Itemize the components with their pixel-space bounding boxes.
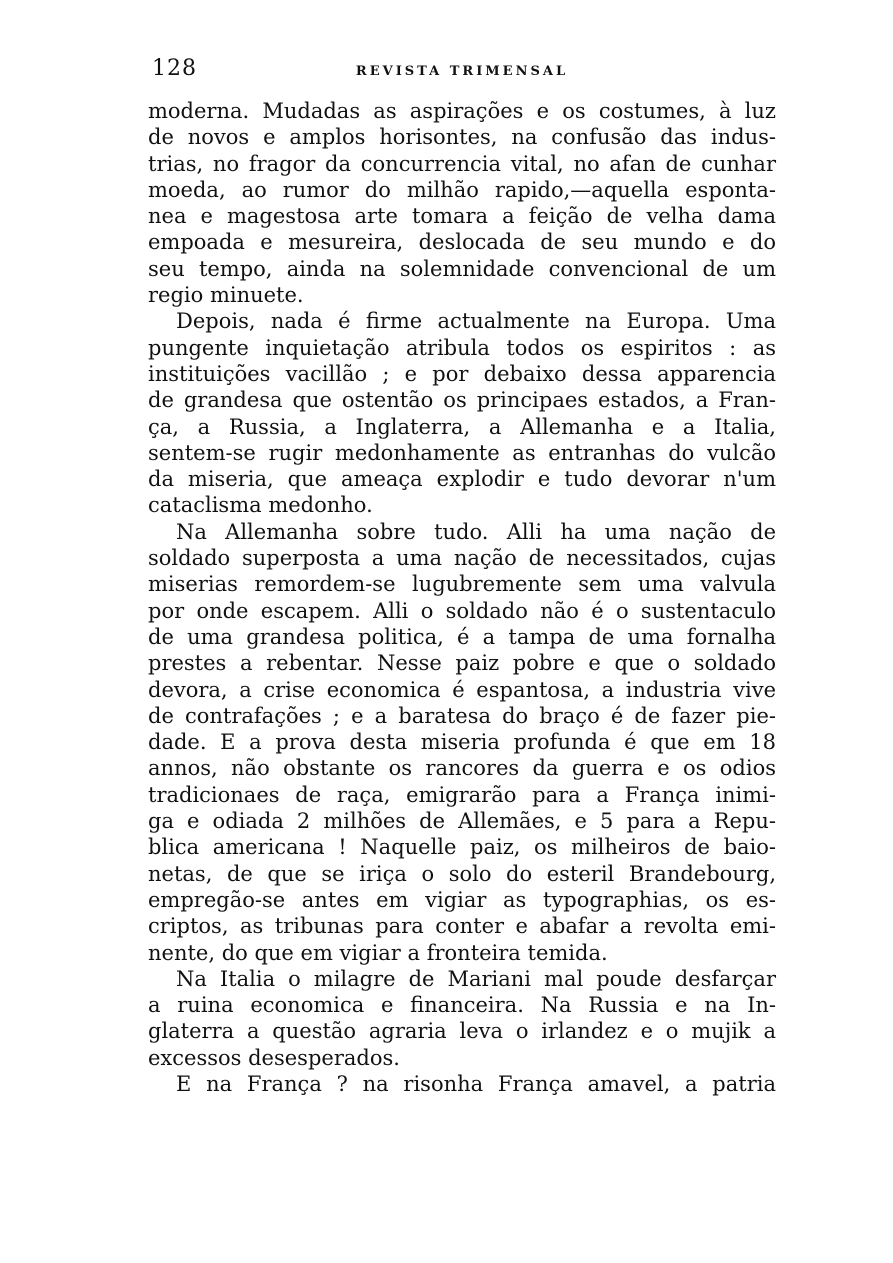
text-line: empoada e mesureira, deslocada de seu mundo e do xyxy=(148,230,776,255)
text-line: glaterra a questão agraria leva o irlandez e o mujik a xyxy=(148,1019,776,1044)
text-line: por onde escapem. Alli o soldado não é o sustentaculo xyxy=(148,598,776,623)
page-number: 128 xyxy=(152,56,197,81)
text-line: regio minuete. xyxy=(148,283,304,308)
text-line: de novos e amplos horisontes, na confusão das indus- xyxy=(148,125,776,150)
text-line: seu tempo, ainda na solemnidade convencional de um xyxy=(148,256,776,281)
text-line: moeda, ao rumor do milhão rapido,—aquella esponta- xyxy=(148,177,776,202)
text-line: Na Allemanha sobre tudo. Alli ha uma nação de xyxy=(176,519,776,544)
paragraph xyxy=(148,1071,776,1097)
text-line: de grandesa que ostentão os principaes estados, a Fran- xyxy=(148,388,776,413)
text-line: blica americana ! Naquelle paiz, os milheiros de baio- xyxy=(148,835,776,860)
text-line: devora, a crise economica é espantosa, a industria vive xyxy=(148,677,776,702)
text-line: pungente inquietação atribula todos os espiritos : as xyxy=(148,335,776,360)
book-page xyxy=(148,56,776,1097)
paragraph xyxy=(148,966,776,1071)
text-line: da miseria, que ameaça explodir e tudo devorar n'um xyxy=(148,467,776,492)
text-line: trias, no fragor da concurrencia vital, no afan de cunhar xyxy=(148,151,776,176)
text-line: ça, a Russia, a Inglaterra, a Allemanha e a Italia, xyxy=(148,414,776,439)
text-line: Na Italia o milagre de Mariani mal poude desfarçar xyxy=(176,966,776,991)
text-line: excessos desesperados. xyxy=(148,1045,400,1070)
text-line: nea e magestosa arte tomara a feição de velha dama xyxy=(148,204,776,229)
body-text xyxy=(148,98,776,1097)
journal-title: REVISTA TRIMENSAL xyxy=(355,64,569,79)
text-line: miserias remordem-se lugubremente sem uma valvula xyxy=(148,572,776,597)
text-line: dade. E a prova desta miseria profunda é que em 18 xyxy=(148,730,776,755)
text-line: moderna. Mudadas as aspirações e os costumes, à luz xyxy=(148,99,776,123)
paragraph xyxy=(148,519,776,966)
text-line: E na França ? na risonha França amavel, a patria xyxy=(176,1071,776,1096)
paragraph xyxy=(148,98,776,308)
text-line: a ruina economica e financeira. Na Russia e na In- xyxy=(148,993,776,1018)
text-line: Depois, nada é firme actualmente na Europa. Uma xyxy=(176,309,776,334)
text-line: tradicionaes de raça, emigrarão para a França inimi- xyxy=(148,782,776,807)
text-line: de contrafações ; e a baratesa do braço é de fazer pie- xyxy=(148,703,776,728)
text-line: criptos, as tribunas para conter e abafar a revolta emi- xyxy=(148,914,776,939)
text-line: prestes a rebentar. Nesse paiz pobre e que o soldado xyxy=(148,651,776,676)
text-line: empregão-se antes em vigiar as typographias, os es- xyxy=(148,887,776,912)
text-line: de uma grandesa politica, é a tampa de uma fornalha xyxy=(148,624,776,649)
text-line: sentem-se rugir medonhamente as entranhas do vulcão xyxy=(148,440,776,465)
running-head xyxy=(148,56,776,86)
paragraph xyxy=(148,308,776,518)
text-line: annos, não obstante os rancores da guerra e os odios xyxy=(148,756,776,781)
text-line: netas, de que se iriça o solo do esteril Brandebourg, xyxy=(148,861,776,886)
text-line: instituições vacillão ; e por debaixo dessa apparencia xyxy=(148,361,776,386)
text-line: soldado superposta a uma nação de necessitados, cujas xyxy=(148,546,776,571)
text-line: cataclisma medonho. xyxy=(148,493,373,518)
text-line: nente, do que em vigiar a fronteira temida. xyxy=(148,940,608,965)
text-line: ga e odiada 2 milhões de Allemães, e 5 para a Repu- xyxy=(148,809,776,834)
